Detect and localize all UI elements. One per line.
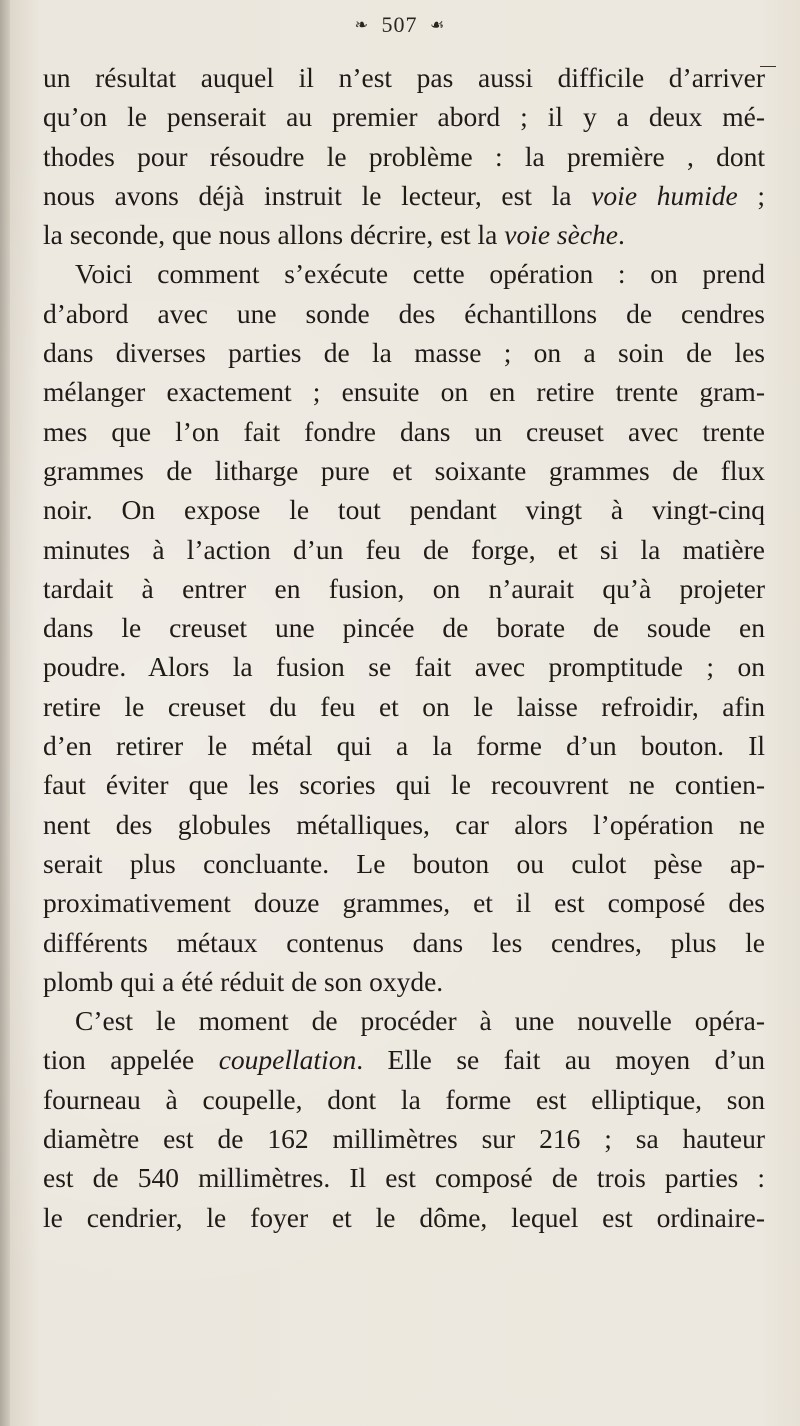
text-line: proximativement douze grammes, et il est composé des — [43, 887, 765, 919]
text-line: d’abord avec une sonde des échantillons de cendres — [43, 297, 765, 329]
binding-shadow — [0, 0, 10, 1426]
text-line — [43, 215, 765, 254]
text-line: fourneau à coupelle, dont la forme est elliptique, son — [43, 1083, 765, 1115]
text-line: est de 540 millimètres. Il est composé de trois parties : — [43, 1162, 765, 1194]
text-line: C’est le moment de procéder à une nouvelle opéra- — [75, 1005, 765, 1037]
text-line: Voici comment s’exécute cette opération : on prend — [75, 258, 765, 290]
text-line-start: tion appelée — [43, 1044, 195, 1076]
text-line: le cendrier, le foyer et le dôme, lequel est ordinaire- — [43, 1201, 765, 1233]
text-line: dans le creuset une pincée de borate de soude en — [43, 612, 765, 644]
text-line: serait plus concluante. Le bouton ou culot pèse ap- — [43, 847, 765, 879]
body-text — [43, 58, 765, 1237]
text-line: nent des globules métalliques, car alors l’opération ne — [43, 808, 765, 840]
text-line-start: nous avons déjà instruit le lecteur, est la — [43, 179, 572, 211]
text-line — [43, 1040, 765, 1079]
text-line: d’en retirer le métal qui a la forme d’un bouton. Il — [43, 730, 765, 762]
italic-term: voie sèche — [504, 219, 618, 251]
italic-term: voie humide — [591, 179, 738, 211]
text-line: retire le creuset du feu et on le laisse refroidir, afin — [43, 690, 765, 722]
text-line: mes que l’on fait fondre dans un creuset avec trente — [43, 415, 765, 447]
text-line: un résultat auquel il n’est pas aussi difficile d’arriver — [43, 62, 765, 93]
text-line: diamètre est de 162 millimètres sur 216 ; sa hauteur — [43, 1123, 765, 1155]
ornament-left-icon: ❧ — [354, 17, 370, 34]
text-line-end: . Elle se fait au moyen d’un — [356, 1044, 766, 1076]
ornament-right-icon: ☙ — [430, 17, 446, 34]
text-line: grammes de litharge pure et soixante grammes de flux — [43, 454, 765, 486]
text-line: tardait à entrer en fusion, on n’aurait qu’à projeter — [43, 572, 765, 604]
text-line: faut éviter que les scories qui le recouvrent ne contien- — [43, 769, 765, 801]
text-line: poudre. Alors la fusion se fait avec promptitude ; on — [43, 651, 765, 683]
text-line-end: ; — [737, 179, 766, 211]
page-header — [0, 12, 800, 38]
text-line — [43, 176, 765, 215]
text-line-start: la seconde, que nous allons décrire, est la — [43, 219, 498, 251]
text-line: thodes pour résoudre le problème : la première , dont — [43, 140, 765, 172]
text-line: minutes à l’action d’un feu de forge, et si la matière — [43, 533, 765, 565]
text-line: dans diverses parties de la masse ; on a soin de les — [43, 337, 765, 369]
page-number: 507 — [381, 12, 418, 37]
text-line-end: . — [617, 219, 625, 251]
italic-term: coupellation — [218, 1044, 357, 1076]
text-line: plomb qui a été réduit de son oxyde. — [43, 965, 444, 997]
text-line: noir. On expose le tout pendant vingt à vingt-cinq — [43, 494, 765, 526]
text-line: mélanger exactement ; ensuite on en retire trente gram- — [43, 376, 765, 408]
text-line: différents métaux contenus dans les cendres, plus le — [43, 926, 765, 958]
text-line: qu’on le penserait au premier abord ; il y a deux mé- — [43, 101, 765, 133]
